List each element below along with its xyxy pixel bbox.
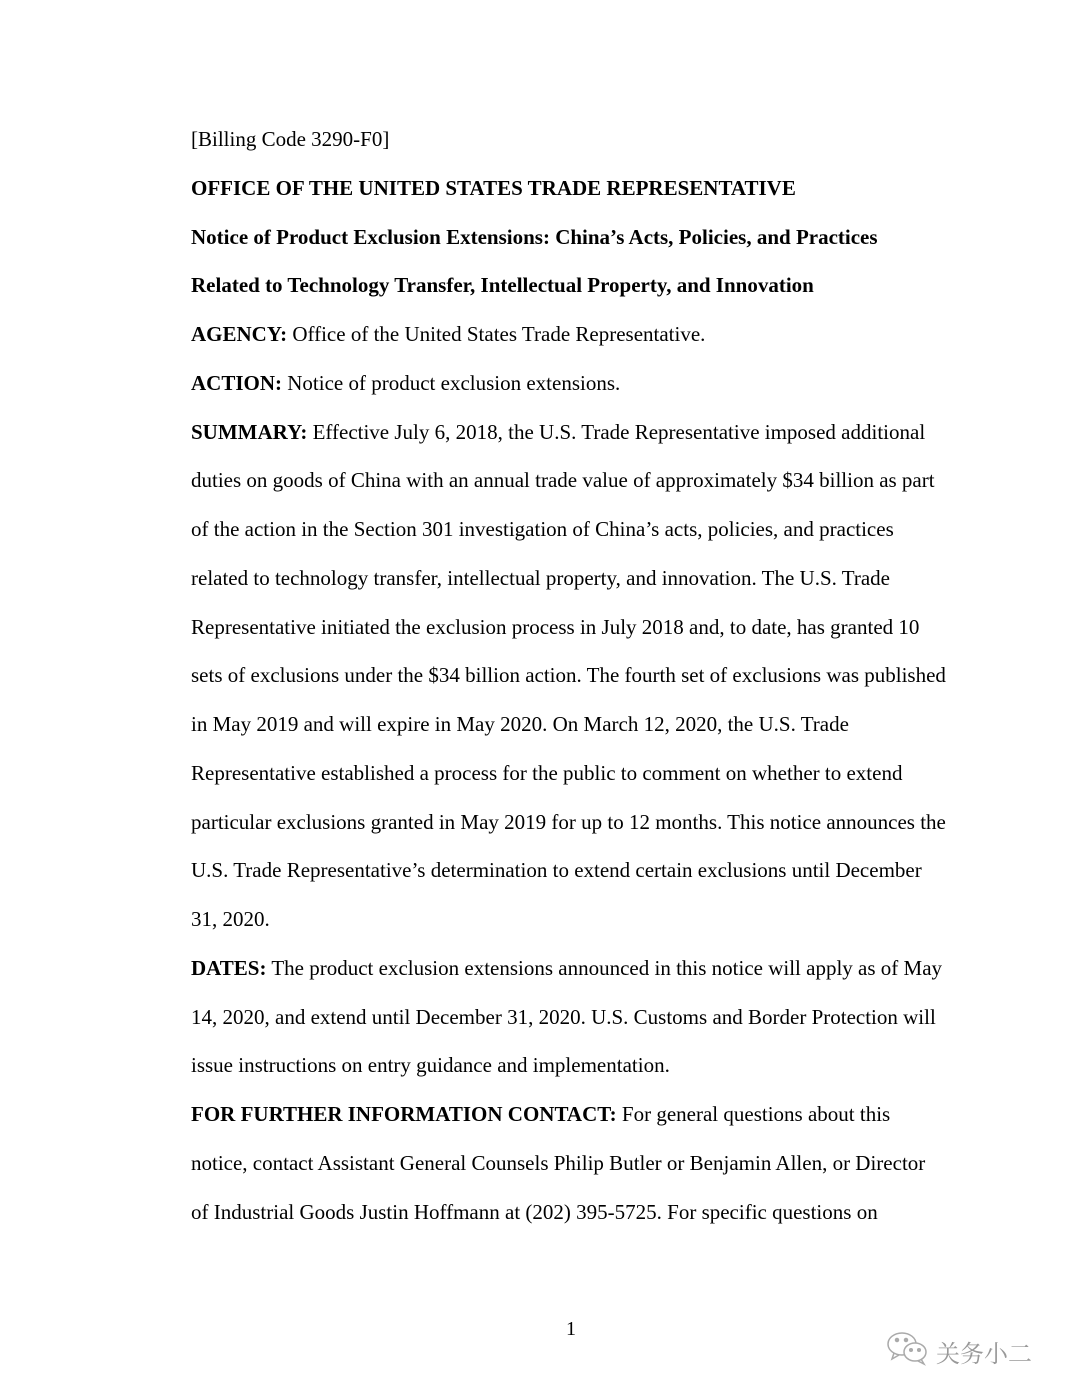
summary-line: related to technology transfer, intellectual property, and innovation. The U.S. Trade — [191, 565, 890, 590]
contact-text: For general questions about this — [616, 1102, 891, 1126]
summary-line: duties on goods of China with an annual trade value of approximately $34 billion as part — [191, 468, 935, 493]
summary-line: of the action in the Section 301 investigation of China’s acts, policies, and practices — [191, 517, 894, 541]
summary-line: particular exclusions granted in May 2019 for up to 12 months. This notice announces the — [191, 809, 946, 834]
dates-text: The product exclusion extensions announced in this notice will apply as of May — [266, 955, 943, 980]
action-line — [191, 368, 991, 417]
watermark-text: 关务小二 — [936, 1339, 1032, 1368]
dates-label: DATES: — [191, 955, 267, 980]
dates-line: 14, 2020, and extend until December 31, 2020. U.S. Customs and Border Protection will — [191, 1004, 936, 1029]
dates-line — [191, 953, 991, 1002]
action-label: ACTION: — [191, 370, 283, 395]
office-heading: OFFICE OF THE UNITED STATES TRADE REPRESENTATIVE — [191, 175, 796, 200]
page-number: 1 — [566, 1318, 576, 1340]
document-body — [191, 124, 991, 1245]
action-text: Notice of product exclusion extensions. — [282, 370, 621, 395]
billing-code: [Billing Code 3290-F0] — [191, 127, 390, 151]
agency-label: AGENCY: — [191, 322, 288, 346]
contact-line: notice, contact Assistant General Counsels Philip Butler or Benjamin Allen, or Director — [191, 1150, 926, 1175]
agency-line — [191, 319, 991, 368]
summary-line: 31, 2020. — [191, 907, 270, 931]
summary-line: Representative established a process for the public to comment on whether to extend — [191, 760, 903, 785]
summary-line: in May 2019 and will expire in May 2020. On March 12, 2020, the U.S. Trade — [191, 712, 849, 736]
agency-text: Office of the United States Trade Representative. — [287, 322, 706, 346]
summary-line — [191, 417, 991, 466]
summary-line: U.S. Trade Representative’s determination to extend certain exclusions until December — [191, 858, 922, 883]
summary-line: sets of exclusions under the $34 billion action. The fourth set of exclusions was published — [191, 663, 946, 688]
summary-line: Representative initiated the exclusion process in July 2018 and, to date, has granted 10 — [191, 614, 920, 639]
contact-label: FOR FURTHER INFORMATION CONTACT: — [191, 1102, 617, 1126]
title-line: Notice of Product Exclusion Extensions: China’s Acts, Policies, and Practices — [191, 224, 878, 249]
contact-line — [191, 1099, 991, 1148]
contact-line: of Industrial Goods Justin Hoffmann at (202) 395-5725. For specific questions on — [191, 1199, 878, 1224]
wechat-icon — [886, 1330, 930, 1372]
title-line: Related to Technology Transfer, Intellectual Property, and Innovation — [191, 273, 814, 298]
summary-text: Effective July 6, 2018, the U.S. Trade Representative imposed additional — [307, 419, 926, 444]
dates-line: issue instructions on entry guidance and implementation. — [191, 1053, 670, 1078]
watermark — [886, 1330, 1032, 1372]
summary-label: SUMMARY: — [191, 419, 308, 444]
